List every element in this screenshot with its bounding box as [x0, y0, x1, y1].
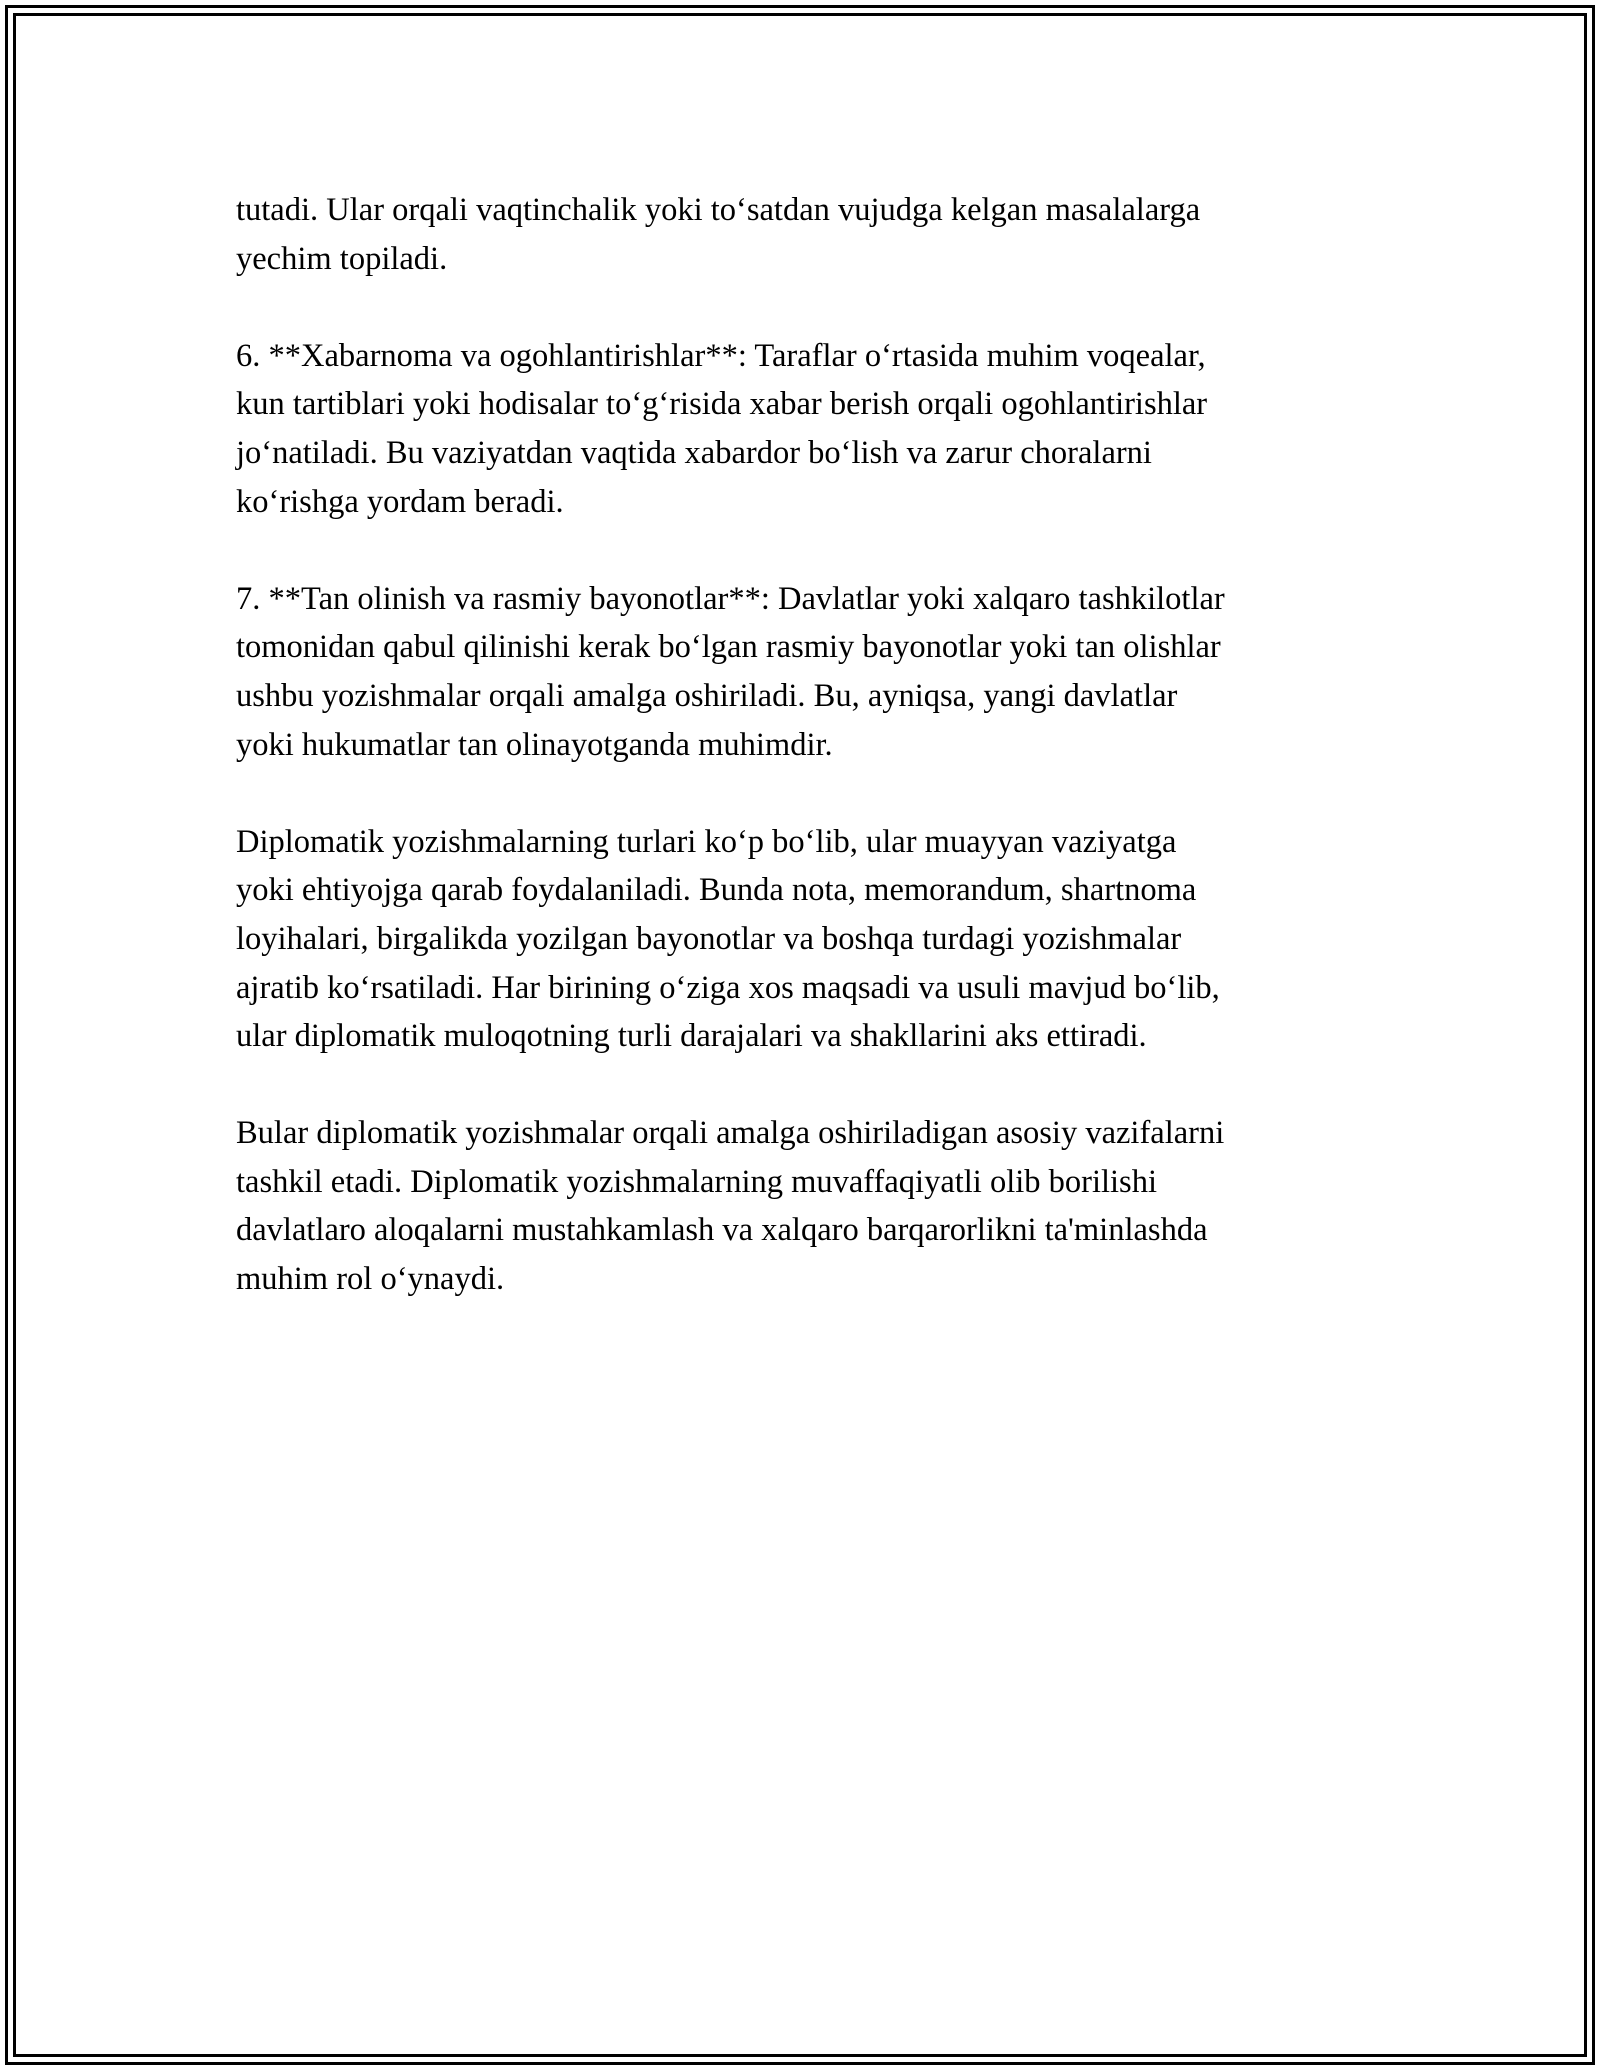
- text-line: tomonidan qabul qilinishi kerak bo‘lgan rasmiy bayonotlar yoki tan olishlar: [236, 629, 1221, 666]
- text-line: ajratib ko‘rsatiladi. Har birining o‘ziga xos maqsadi va usuli mavjud bo‘lib,: [236, 969, 1220, 1006]
- text-line: yechim topiladi.: [236, 240, 448, 277]
- text-line: tashkil etadi. Diplomatik yozishmalarning muvaffaqiyatli olib borilishi: [236, 1163, 1157, 1200]
- text-line: ko‘rishga yordam beradi.: [236, 483, 564, 520]
- text-line: yoki hukumatlar tan olinayotganda muhimdir.: [236, 726, 833, 763]
- text-line: ular diplomatik muloqotning turli darajalari va shakllarini aks ettiradi.: [236, 1018, 1147, 1055]
- text-line: 6. **Xabarnoma va ogohlantirishlar**: Taraflar o‘rtasida muhim voqealar,: [236, 337, 1206, 374]
- text-line: Bular diplomatik yozishmalar orqali amalga oshiriladigan asosiy vazifalarni: [236, 1115, 1225, 1152]
- paragraph-item-6: [236, 332, 1366, 526]
- text-line: kun tartiblari yoki hodisalar to‘g‘risida xabar berish orqali ogohlantirishlar: [236, 386, 1208, 423]
- paragraph-conclusion: [236, 1109, 1366, 1303]
- paragraph-item-7: [236, 575, 1366, 769]
- text-line: muhim rol o‘ynaydi.: [236, 1261, 505, 1298]
- text-line: 7. **Tan olinish va rasmiy bayonotlar**: Davlatlar yoki xalqaro tashkilotlar: [236, 580, 1225, 617]
- paragraph-types-summary: [236, 818, 1366, 1061]
- document-body: [236, 186, 1366, 1352]
- text-line: tutadi. Ular orqali vaqtinchalik yoki to‘satdan vujudga kelgan masalalarga: [236, 192, 1201, 228]
- text-line: davlatlaro aloqalarni mustahkamlash va xalqaro barqarorlikni ta'minlashda: [236, 1212, 1208, 1249]
- text-line: jo‘natiladi. Bu vaziyatdan vaqtida xabardor bo‘lish va zarur choralarni: [236, 434, 1152, 471]
- text-line: ushbu yozishmalar orqali amalga oshiriladi. Bu, ayniqsa, yangi davlatlar: [236, 677, 1178, 714]
- text-line: loyihalari, birgalikda yozilgan bayonotlar va boshqa turdagi yozishmalar: [236, 920, 1182, 957]
- text-line: yoki ehtiyojga qarab foydalaniladi. Bunda nota, memorandum, shartnoma: [236, 872, 1197, 909]
- paragraph-continuation: [236, 186, 1366, 283]
- text-line: Diplomatik yozishmalarning turlari ko‘p bo‘lib, ular muayyan vaziyatga: [236, 823, 1177, 860]
